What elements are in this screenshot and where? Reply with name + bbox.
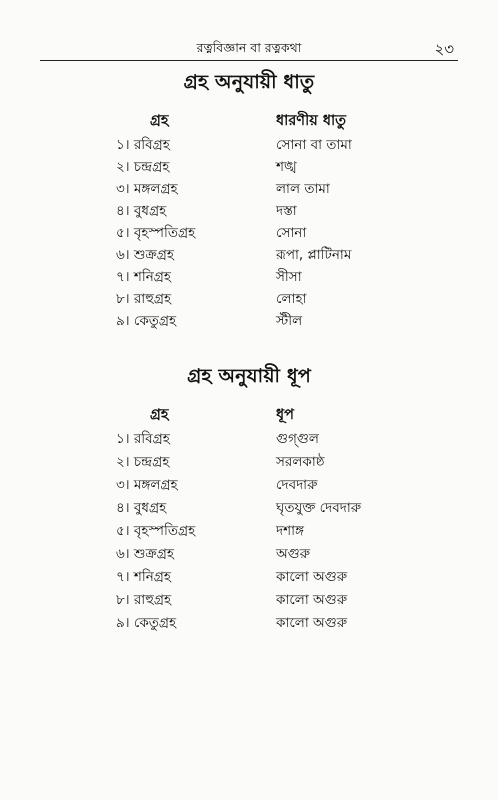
list-item xyxy=(0,520,498,542)
planet-name: ৭। শনিগ্রহ xyxy=(116,569,172,585)
planet-name: ১। রবিগ্রহ xyxy=(116,431,170,447)
list-item xyxy=(0,474,498,496)
list-item xyxy=(0,310,498,332)
running-header xyxy=(40,38,458,61)
planet-name: ৭। শনিগ্রহ xyxy=(116,269,172,285)
incense-name: সরলকাষ্ঠ xyxy=(276,454,325,470)
incense-name: কালো অগুরু xyxy=(276,569,348,585)
list-item xyxy=(0,200,498,222)
list-item xyxy=(0,134,498,156)
planet-name: ৪। বুধগ্রহ xyxy=(116,500,167,516)
planet-name: ২। চন্দ্রগ্রহ xyxy=(116,454,170,470)
list-item xyxy=(0,222,498,244)
list-item xyxy=(0,451,498,473)
metal-name: সোনা xyxy=(276,225,307,241)
planet-name: ৩। মঙ্গলগ্রহ xyxy=(116,181,178,197)
column-header-planet: গ্রহ xyxy=(150,113,169,129)
planet-name: ২। চন্দ্রগ্রহ xyxy=(116,159,170,175)
metal-name: সীসা xyxy=(276,269,302,285)
planet-name: ৬। শুক্রগ্রহ xyxy=(116,546,175,562)
column-header-planet: গ্রহ xyxy=(150,407,169,423)
planet-name: ৫। বৃহস্পতিগ্রহ xyxy=(116,523,196,539)
incense-name: কালো অগুরু xyxy=(276,592,348,608)
list-item xyxy=(0,543,498,565)
metal-name: দস্তা xyxy=(276,203,297,219)
list-item xyxy=(0,589,498,611)
metal-name: সোনা বা তামা xyxy=(276,137,352,153)
metal-name: লোহা xyxy=(276,291,307,307)
planet-name: ৮। রাহুগ্রহ xyxy=(116,291,172,307)
list-item xyxy=(0,566,498,588)
metal-name: স্টীল xyxy=(276,313,303,329)
list-item xyxy=(0,244,498,266)
planet-name: ৮। রাহুগ্রহ xyxy=(116,592,172,608)
page-number: ২৩ xyxy=(434,40,454,58)
planet-name: ৯। কেতুগ্রহ xyxy=(116,615,177,631)
planet-name: ৩। মঙ্গলগ্রহ xyxy=(116,477,178,493)
incense-name: ঘৃতযুক্ত দেবদারু xyxy=(276,500,362,516)
section-title: গ্রহ অনুযায়ী ধাতু xyxy=(183,71,315,93)
incense-name: দশাঙ্গ xyxy=(276,523,304,539)
running-title: রত্নবিজ্ঞান বা রত্নকথা xyxy=(196,40,302,55)
planet-name: ৯। কেতুগ্রহ xyxy=(116,313,177,329)
list-item xyxy=(0,612,498,634)
metal-name: শঙ্খ xyxy=(276,159,297,175)
planet-name: ৫। বৃহস্পতিগ্রহ xyxy=(116,225,196,241)
incense-name: দেবদারু xyxy=(276,477,318,493)
section-title: গ্রহ অনুযায়ী ধূপ xyxy=(187,365,311,387)
column-header-incense: ধূপ xyxy=(276,407,294,423)
list-item xyxy=(0,178,498,200)
metal-name: রূপা, প্লাটিনাম xyxy=(276,247,352,263)
list-item xyxy=(0,288,498,310)
list-item xyxy=(0,428,498,450)
incense-name: গুগ্গুল xyxy=(276,431,319,447)
incense-name: কালো অগুরু xyxy=(276,615,348,631)
list-item xyxy=(0,156,498,178)
planet-name: ৪। বুধগ্রহ xyxy=(116,203,167,219)
planet-name: ৬। শুক্রগ্রহ xyxy=(116,247,175,263)
incense-name: অগুরু xyxy=(276,546,311,562)
planet-name: ১। রবিগ্রহ xyxy=(116,137,170,153)
column-header-metal: ধারণীয় ধাতু xyxy=(276,113,347,129)
metal-name: লাল তামা xyxy=(276,181,330,197)
list-item xyxy=(0,497,498,519)
list-item xyxy=(0,266,498,288)
